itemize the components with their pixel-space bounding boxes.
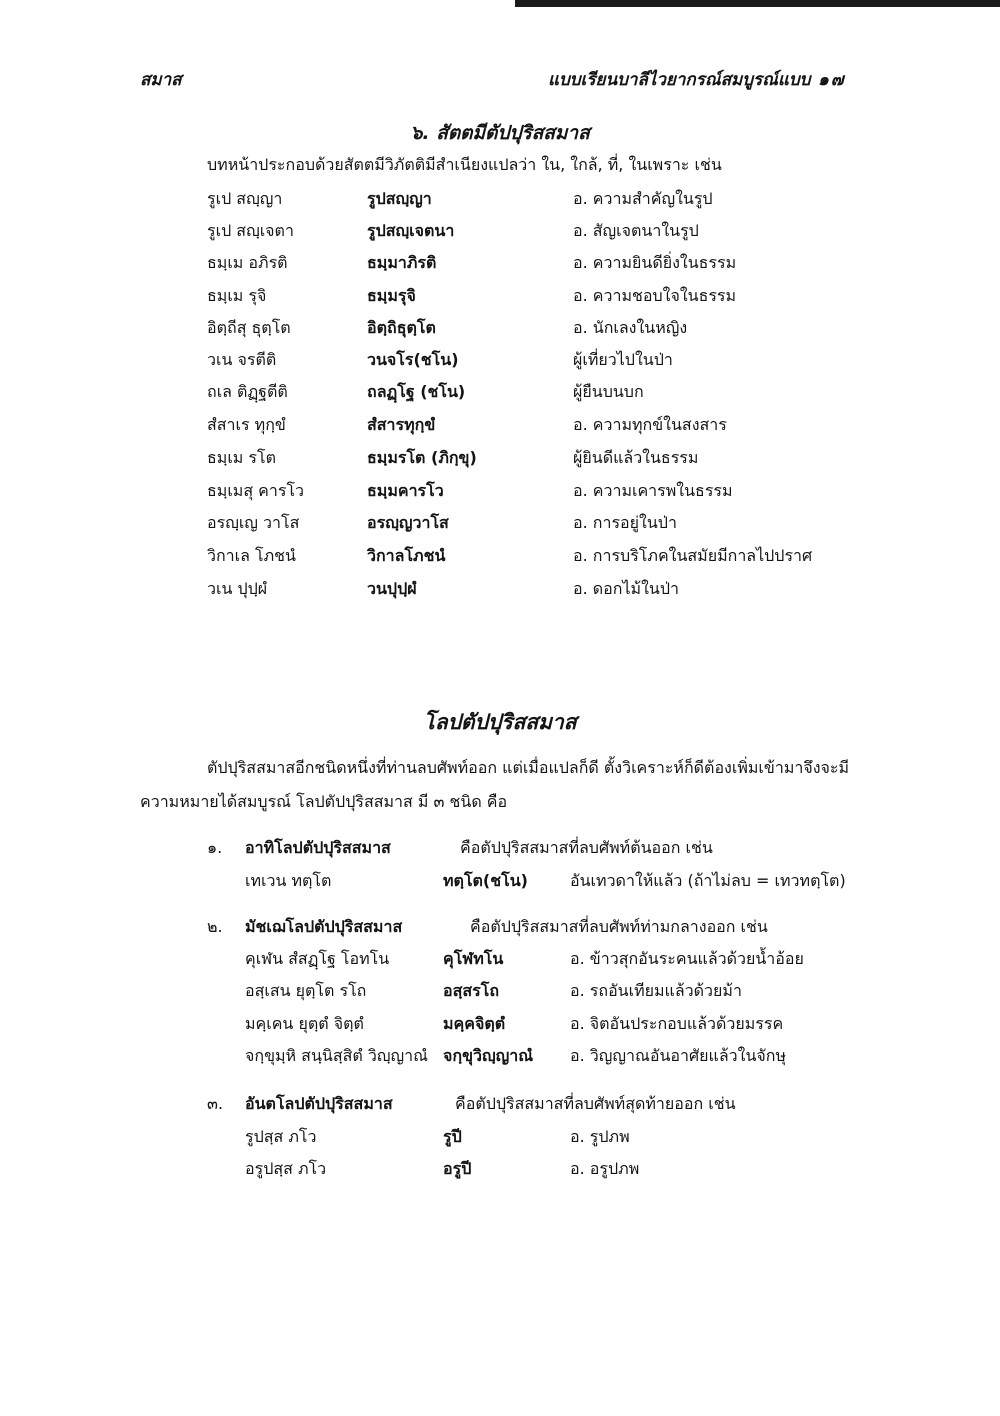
compound-word: ทตฺโต(ชโน) — [443, 871, 528, 890]
type1-number: ๑. — [207, 838, 223, 857]
source-phrase: ธมฺเม อภิรติ — [207, 253, 288, 272]
compound-word: วิกาลโภชนํ — [367, 546, 446, 565]
source-phrase: วเน จรตีติ — [207, 350, 277, 369]
compound-word: วนปุปฺผํ — [367, 579, 417, 598]
source-phrase: วเน ปุปฺผํ — [207, 579, 268, 598]
type1-description: คือตัปปุริสสมาสที่ลบศัพท์ต้นออก เช่น — [460, 838, 713, 857]
meaning: อ. วิญญาณอันอาศัยแล้วในจักษุ — [570, 1046, 786, 1065]
meaning: อ. อรูปภพ — [570, 1159, 640, 1178]
lopa-section-title: โลปตัปปุริสสมาส — [423, 710, 577, 734]
compound-word: อรญฺญวาโส — [367, 513, 449, 532]
meaning: ผู้ยินดีแล้วในธรรม — [573, 448, 699, 467]
source-phrase: มคฺเคน ยุตฺตํ จิตฺตํ — [245, 1014, 364, 1033]
source-phrase: ธมฺเม รโต — [207, 448, 276, 467]
section6-intro: บทหน้าประกอบด้วยสัตตมีวิภัตติมีสำเนียงแปลว่า ใน, ใกล้, ที่, ในเพราะ เช่น — [207, 155, 722, 174]
page-number: ๑๗ — [818, 70, 846, 90]
lopa-paragraph-line2: ความหมายได้สมบูรณ์ โลปตัปปุริสสมาส มี ๓ ชนิด คือ — [140, 792, 508, 811]
compound-word: ธมฺมรุจิ — [367, 286, 416, 305]
source-phrase: เทเวน ทตฺโต — [245, 871, 332, 890]
compound-word: รูปี — [443, 1127, 462, 1146]
meaning: อ. รูปภพ — [570, 1127, 630, 1146]
source-phrase: อิตฺถีสุ ธุตฺโต — [207, 318, 291, 337]
compound-word: มคฺคจิตฺตํ — [443, 1014, 506, 1033]
meaning: อ. ความสำคัญในรูป — [573, 189, 713, 208]
header-book-title: แบบเรียนบาลีไวยากรณ์สมบูรณ์แบบ — [548, 70, 811, 90]
compound-word: อรูปี — [443, 1159, 472, 1178]
compound-word: อิตฺถิธุตฺโต — [367, 318, 436, 337]
source-phrase: วิกาเล โภชนํ — [207, 546, 296, 565]
meaning: อ. การอยู่ในป่า — [573, 513, 677, 532]
type3-description: คือตัปปุริสสมาสที่ลบศัพท์สุดท้ายออก เช่น — [455, 1094, 736, 1113]
meaning: อ. นักเลงในหญิง — [573, 318, 688, 337]
header-section-title: สมาส — [140, 70, 182, 90]
meaning: อ. ความชอบใจในธรรม — [573, 286, 737, 305]
meaning: อ. จิตอันประกอบแล้วด้วยมรรค — [570, 1014, 784, 1033]
type1-name: อาทิโลปตัปปุริสสมาส — [245, 838, 391, 857]
source-phrase: ธมฺเม รุจิ — [207, 286, 267, 305]
compound-word: รูปสญฺเจตนา — [367, 221, 455, 240]
compound-word: คุโฬทโน — [443, 949, 504, 968]
type2-description: คือตัปปุริสสมาสที่ลบศัพท์ท่ามกลางออก เช่น — [470, 917, 768, 936]
source-phrase: ถเล ติฏฺฐตีติ — [207, 382, 288, 401]
source-phrase: คุเฬน สํสฏฺโฐ โอทโน — [245, 949, 390, 968]
meaning: อ. สัญเจตนาในรูป — [573, 221, 699, 240]
meaning: ผู้เที่ยวไปในป่า — [573, 350, 673, 369]
meaning: อ. การบริโภคในสมัยมีกาลไปปราศ — [573, 546, 813, 565]
top-border-line — [515, 0, 1000, 7]
source-phrase: รูเป สญฺญา — [207, 189, 283, 208]
section6-title: ๖. สัตตมีตัปปุริสสมาส — [410, 122, 590, 144]
source-phrase: อรูปสฺส ภโว — [245, 1159, 327, 1178]
meaning: อ. ข้าวสุกอันระคนแล้วด้วยน้ำอ้อย — [570, 949, 804, 968]
meaning: อ. ความทุกข์ในสงสาร — [573, 415, 727, 434]
meaning: อ. ความเคารพในธรรม — [573, 481, 733, 500]
compound-word: จกฺขุวิญฺญาณํ — [443, 1046, 534, 1065]
source-phrase: รูปสฺส ภโว — [245, 1127, 317, 1146]
meaning: ผู้ยืนบนบก — [573, 382, 644, 401]
type2-number: ๒. — [207, 917, 223, 936]
compound-word: สํสารทุกฺขํ — [367, 415, 436, 434]
meaning: อ. ความยินดียิ่งในธรรม — [573, 253, 737, 272]
source-phrase: จกฺขุมฺหิ สนฺนิสฺสิตํ วิญฺญาณํ — [245, 1046, 428, 1065]
source-phrase: อรญฺเญ วาโส — [207, 513, 300, 532]
meaning: อ. รถอันเทียมแล้วด้วยม้า — [570, 981, 742, 1000]
type2-name: มัชเฌโลปตัปปุริสสมาส — [245, 917, 403, 936]
meaning: อ. ดอกไม้ในป่า — [573, 579, 679, 598]
lopa-paragraph-line1: ตัปปุริสสมาสอีกชนิดหนึ่งที่ท่านลบศัพท์ออก แต่เมื่อแปลก็ดี ตั้งวิเคราะห์ก็ดีต้องเพิ่มเข้ามาจึงจะมี — [207, 758, 850, 777]
meaning: อันเทวดาให้แล้ว (ถ้าไม่ลบ = เทวทตฺโต) — [570, 871, 846, 890]
compound-word: รูปสญฺญา — [367, 189, 432, 208]
compound-word: ถลฏฺโฐ (ชโน) — [367, 382, 466, 401]
compound-word: ธมฺมรโต (ภิกฺขุ) — [367, 448, 477, 467]
compound-word: อสฺสรโถ — [443, 981, 500, 1000]
source-phrase: รูเป สญฺเจตา — [207, 221, 294, 240]
type3-name: อันตโลปตัปปุริสสมาส — [245, 1094, 393, 1113]
compound-word: ธมฺมคารโว — [367, 481, 444, 500]
compound-word: วนจโร(ชโน) — [367, 350, 459, 369]
type3-number: ๓. — [207, 1094, 224, 1113]
source-phrase: สํสาเร ทุกฺขํ — [207, 415, 286, 434]
compound-word: ธมฺมาภิรติ — [367, 253, 437, 272]
source-phrase: ธมฺเมสุ คารโว — [207, 481, 305, 500]
source-phrase: อสฺเสน ยุตฺโต รโถ — [245, 981, 367, 1000]
